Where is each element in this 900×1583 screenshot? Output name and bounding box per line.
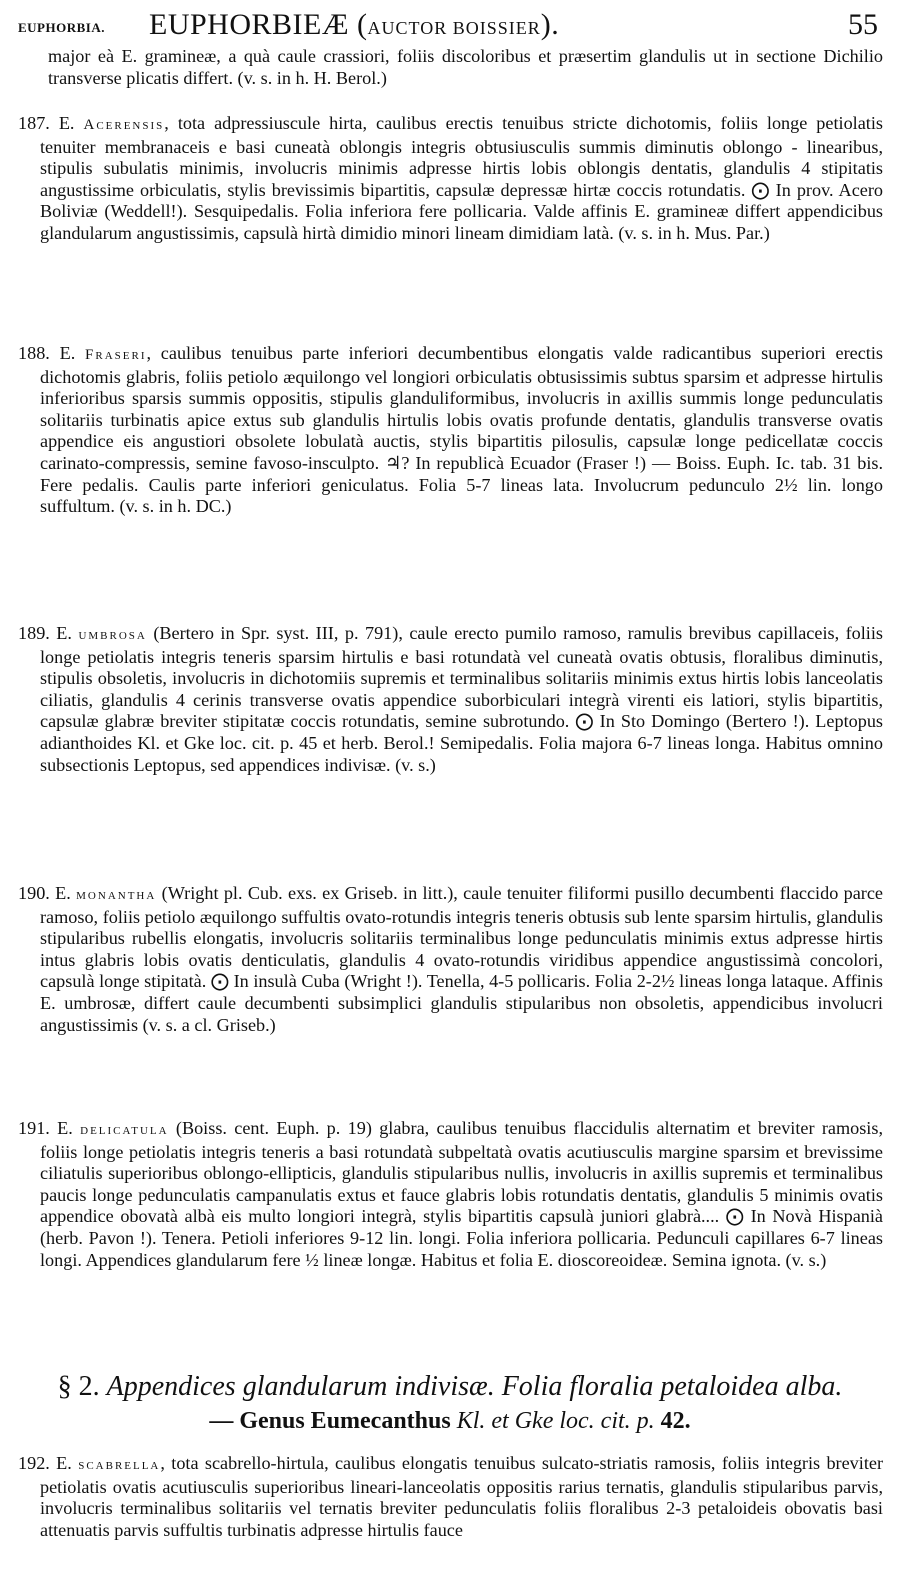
species-entry-192 xyxy=(18,1453,883,1541)
page-header xyxy=(14,6,884,46)
species-name: delicatula xyxy=(80,1122,169,1138)
section-heading xyxy=(10,1370,890,1438)
species-entry-189 xyxy=(18,623,883,776)
author-open: ( xyxy=(357,8,368,41)
citation-page: 42. xyxy=(660,1408,691,1434)
section-line-2 xyxy=(10,1404,890,1438)
entry-text: , caulibus tenuibus parte inferiori decumbentibus elongatis valde radicantibus superiori erectis dichotomis glabris, foliis petiolo æquilongo vel longiori orbiculatis obtusissimis subtus sparsim et adpresse hirtulis inferioribus sparsis summis oppositis, stipulis glanduliformibus, involucris in axillis summis longe pedunculatis solitariis turbinatis apice extus sub glandulis hirtulis lobis ovatis profunde dentatis, glandulis transverse ovatis appendice eis angustiori obsolete lobulatà auctis, stylis bipartitis pilosulis, capsulæ longe pedicellatæ coccis carinato-compressis, semine favoso-insculpto. ♃? In republicà Ecuador (Fraser !) — Boiss. Euph. Ic. tab. 31 bis. Fere pedalis. Caulis parte inferiori geniculatus. Folia 5-7 lineas lata. Involucrum pedunculo 2½ lin. longo suffultum. (v. s. in h. DC.) xyxy=(40,343,883,517)
entry-number: 192. E. xyxy=(18,1453,72,1473)
entry-number: 189. E. xyxy=(18,623,72,643)
entry-text: , tota adpressiuscule hirta, caulibus erectis tenuibus stricte dichotomis, foliis longe petiolatis tenuiter membranaceis e basi cuneatà oblongis integris obtusiusculis summis diminutis oblongo - linearibus, stipulis subulatis minimis, involucris minimis adpresse hirtis lobis oblongis dentatis, glandulis 4 stipitatis angustissime orbiculatis, stylis brevissimis bipartitis, capsulæ depressæ hirtæ coccis rotundatis. ⨀ In prov. Acero Boliviæ (Weddell!). Sesquipedalis. Folia inferiora fere pollicaria. Valde affinis E. gramineæ differt appendicibus glandularum angustissimis, capsulà hirtà dimidio minori lineam dimidiam latà. (v. s. in h. Mus. Par.) xyxy=(40,113,883,243)
citation: Kl. et Gke loc. cit. p. xyxy=(456,1408,655,1434)
species-name: scabrella xyxy=(78,1457,161,1473)
entry-text: (Wright pl. Cub. exs. ex Griseb. in litt.), caule tenuiter filiformi pusillo decumbenti flaccido parce ramoso, foliis petiolo æquilongo suffultis ovato-rotundis integris teneris obtusis sub lente sparsim hirtulis, glandulis stipularibus rubellis elongatis, involucris solitariis terminalibus longe pedunculatis minimis extus adpresse hirtis intus glabris lobis ovatis denticulatis, glandulis 4 ovato-rotundis viridibus appendice angustissimà concolori, capsulà longe stipitatà. ⨀ In insulà Cuba (Wright !). Tenella, 4-5 pollicaris. Folia 2-2½ lineas longa lataque. Affinis E. umbrosæ, differt caule decumbenti subsimplici glandulis stipularibus non obsoletis, appendicibus involucri angustissimis (v. s. a cl. Griseb.) xyxy=(40,883,883,1035)
section-line-1 xyxy=(10,1370,890,1404)
title-text: EUPHORBIEÆ xyxy=(149,8,350,41)
species-name: monantha xyxy=(76,887,157,903)
species-entry-188 xyxy=(18,343,883,518)
species-entry-191 xyxy=(18,1118,883,1271)
running-head: EUPHORBIA. xyxy=(18,20,105,35)
genus-name: — Genus Eumecanthus xyxy=(209,1408,451,1434)
entry-text: , tota scabrello-hirtula, caulibus elongatis tenuibus sulcato-striatis ramosis, foliis integris breviter petiolatis ovatis acutiusculis superioribus lineari-lanceolatis oppositis rarius ternatis, glandulis stipularibus parvis, involucris terminalibus solitariis vel ternatis breviter pedunculatis foliis floralibus 2-3 petaloideis obovatis basi attenuatis parvis suffultis turbinatis adpresse hirtulis fauce xyxy=(40,1453,884,1540)
entry-text: (Boiss. cent. Euph. p. 19) glabra, caulibus tenuibus flaccidulis alternatim et breviter ramosis, foliis longe petiolatis integris teneris a basi rotundatà subpeltatà ovatis acutiusculis margine sparsim et brevissime ciliatulis superioribus oblongo-ellipticis, glandulis stipularibus nullis, involucris in axillis supremis et terminalibus paucis longe pedunculatis campanulatis extus et fauce glabris lobis rotundatis dentatis, glandulis 5 minimis ovatis appendice obovatà albà eis multo longiori integrà, stylis bipartitis capsulà juniori glabrà.... ⨀ In Novà Hispanià (herb. Pavon !). Tenera. Petioli inferiores 9-12 lin. longi. Folia inferiora pollicaria. Pedunculi capillares 6-7 lineas longi. Appendices glandularum fere ½ lineæ longæ. Habitus et folia E. dioscoreoideæ. Semina ignota. (v. s.) xyxy=(40,1118,883,1270)
species-name: umbrosa xyxy=(78,627,147,643)
entry-number: 190. E. xyxy=(18,883,71,903)
author-close: ). xyxy=(540,8,560,41)
section-prefix: § 2. xyxy=(57,1371,100,1402)
species-name: Fraseri xyxy=(85,347,147,363)
entry-number: 188. E. xyxy=(18,343,76,363)
species-entry-187 xyxy=(18,113,883,245)
entry-text: (Bertero in Spr. syst. III, p. 791), caule erecto pumilo ramoso, ramulis brevibus capillaceis, foliis longe petiolatis integris teneris sparsim hirtulis e basi rotundatà vel cuneatà ovatis obtusis, floralibus diminutis, stipulis obsoletis, involucris in dichotomiis supremis et terminalibus solitariis minimis extus hirtis lobis lanceolatis ciliatis, glandulis 4 cerinis transverse ovatis appendice suborbiculari integrà virenti eis latiori, stylis bipartitis, capsulæ glabræ breviter stipitatæ coccis rotundatis, semine subrotundo. ⨀ In Sto Domingo (Bertero !). Leptopus adianthoides Kl. et Gke loc. cit. p. 45 et herb. Berol.! Semipedalis. Folia majora 6-7 lineas longa. Habitus omnino subsectionis Leptopus, sed appendices indivisæ. (v. s.) xyxy=(40,623,883,775)
entry-number: 187. E. xyxy=(18,113,75,133)
entry-number: 191. E. xyxy=(18,1118,73,1138)
species-entry-190 xyxy=(18,883,883,1036)
page-number: 55 xyxy=(848,8,878,41)
carryover-paragraph: major eà E. gramineæ, a quà caule crassiori, foliis discoloribus et præsertim glandulis ut in sectione Dichilio transverse plicatis differt. (v. s. in h. H. Berol.) xyxy=(48,46,883,88)
section-title: Appendices glandularum indivisæ. Folia floralia petaloidea alba. xyxy=(106,1371,843,1402)
author-name: AUCTOR BOISSIER xyxy=(367,18,541,38)
species-name: Acerensis xyxy=(83,117,165,133)
page-title xyxy=(149,8,559,42)
